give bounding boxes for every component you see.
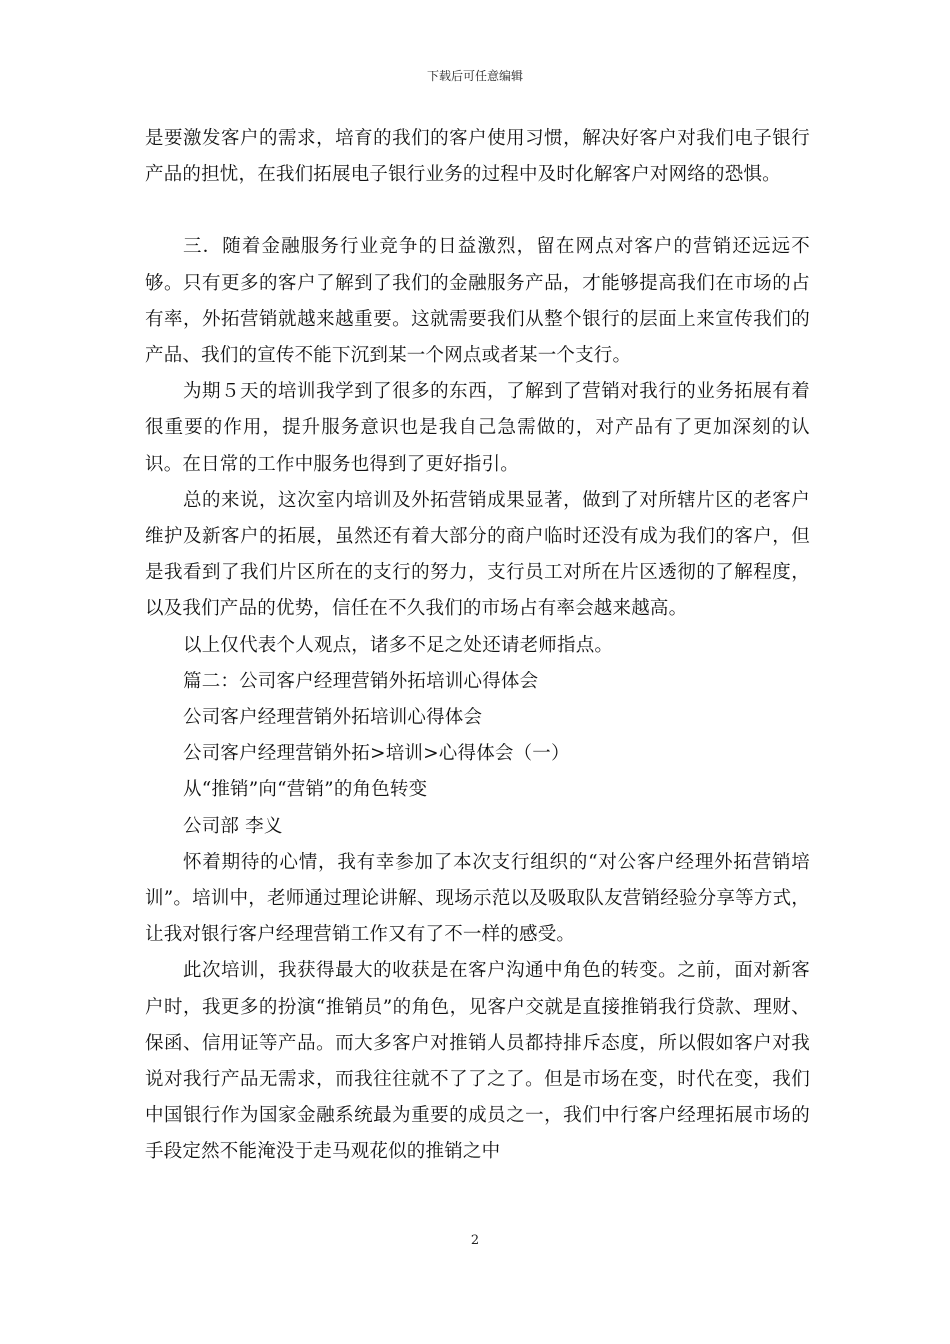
section-heading: 篇二：公司客户经理营销外拓培训心得体会 — [183, 670, 539, 692]
page-number: 2 — [470, 1233, 480, 1248]
paragraph-2: 三．随着金融服务行业竞争的日益激烈，留在网点对客户的营销还远远不够。只有更多的客户了解到了我们的金融服务产品，才能够提高我们在市场的占有率，外拓营销就越来越重要。这就需要我们从整个银行的层面上来宣传我们的产品、我们的宣传不能下沉到某一个网点或者某一个支行。 — [145, 236, 810, 367]
author-line: 公司部 李义 — [183, 815, 283, 837]
paragraph-6: 怀着期待的心情，我有幸参加了本次支行组织的“对公客户经理外拓营销培训”。培训中，老师通过理论讲解、现场示范以及吸取队友营销经验分享等方式，让我对银行客户经理营销工作又有了不一样的感受。 — [145, 851, 810, 946]
page-header: 下载后可任意编辑 — [426, 69, 523, 83]
paragraph-5: 以上仅代表个人观点，诸多不足之处还请老师指点。 — [183, 634, 614, 656]
paragraph-1: 是要激发客户的需求，培育的我们的客户使用习惯，解决好客户对我们电子银行产品的担忧，在我们拓展电子银行业务的过程中及时化解客户对网络的恐惧。 — [145, 128, 810, 186]
article-topic: 从“推销”向“营销”的角色转变 — [183, 779, 428, 801]
paragraph-gap — [145, 193, 810, 229]
article-subtitle: 公司客户经理营销外拓>培训>心得体会（一） — [183, 743, 570, 765]
paragraph-4: 总的来说，这次室内培训及外拓营销成果显著，做到了对所辖片区的老客户维护及新客户的拓展，虽然还有着大部分的商户临时还没有成为我们的客户，但是我看到了我们片区所在的支行的努力，支行员工对所在片区透彻的了解程度，以及我们产品的优势，信任在不久我们的市场占有率会越来越高。 — [145, 489, 810, 620]
paragraph-7: 此次培训，我获得最大的收获是在客户沟通中角色的转变。之前，面对新客户时，我更多的扮演“推销员”的角色，见客户交就是直接推销我行贷款、理财、保函、信用证等产品。而大多客户对推销人员都持排斥态度，所以假如客户对我说对我行产品无需求，而我往往就不了了之了。但是市场在变，时代在变，我们中国银行作为国家金融系统最为重要的成员之一，我们中行客户经理拓展市场的手段定然不能淹没于走马观花似的推销之中 — [145, 960, 810, 1163]
paragraph-3: 为期５天的培训我学到了很多的东西，了解到了营销对我行的业务拓展有着很重要的作用，提升服务意识也是我自己急需做的，对产品有了更加深刻的认识。在日常的工作中服务也得到了更好指引。 — [145, 381, 810, 475]
document-body — [145, 121, 810, 1171]
article-title: 公司客户经理营销外拓培训心得体会 — [183, 707, 483, 729]
